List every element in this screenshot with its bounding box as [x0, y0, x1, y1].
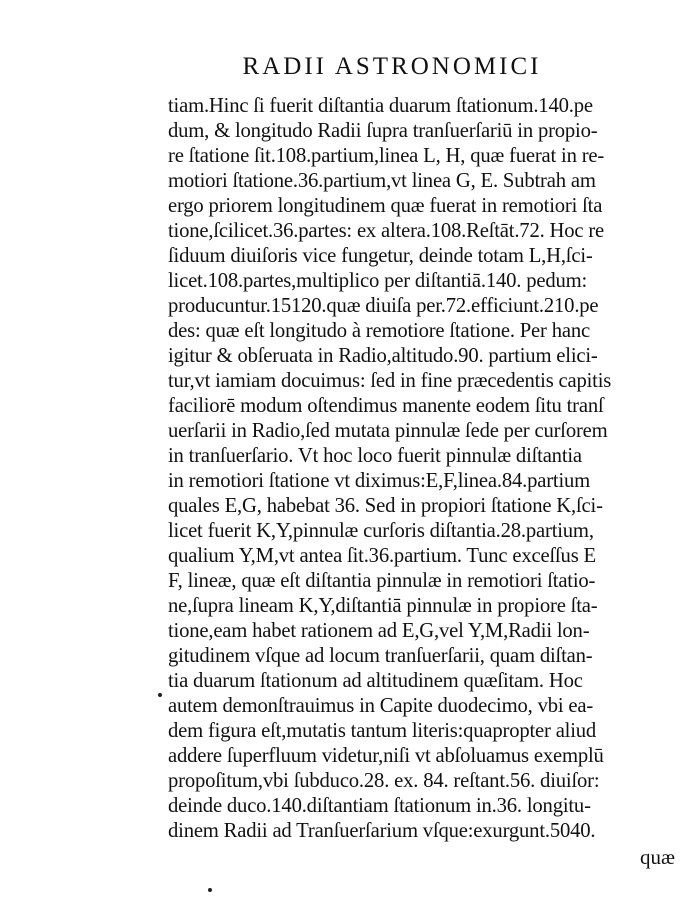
- text-line: motiori ſtatione.36.partium,vt linea G, E. Subtrah am: [168, 168, 596, 192]
- text-line: dem figura eſt,mutatis tantum literis:quapropter aliud: [168, 718, 597, 742]
- text-line: tiam.Hinc ſi fuerit diſtantia duarum ſtationum.140.pe: [168, 93, 593, 117]
- text-line: ergo priorem longitudinem quæ fuerat in remotiori ſta: [168, 193, 603, 217]
- text-line: qualium Y,M,vt antea ſit.36.partium. Tunc exceſſus E: [168, 543, 596, 567]
- text-line: licet.108.partes,multiplico per diſtantiā.140. pedum:: [168, 268, 588, 292]
- text-line: igitur & obſeruata in Radio,altitudo.90. partium elici-: [168, 343, 598, 367]
- text-line: dum, & longitudo Radii ſupra tranſuerſariū in propio-: [168, 118, 598, 142]
- text-line: re ſtatione ſit.108.partium,linea L, H, quæ fuerat in re-: [168, 143, 605, 167]
- ink-speck: [208, 888, 212, 892]
- text-line: quales E,G, habebat 36. Sed in propiori ſtatione K,ſci-: [168, 493, 603, 517]
- text-line: in remotiori ſtatione vt diximus:E,F,linea.84.partium: [168, 468, 591, 492]
- text-line: des: quæ eſt longitudo à remotiore ſtatione. Per hanc: [168, 318, 590, 342]
- text-line: in tranſuerſario. Vt hoc loco fuerit pinnulæ diſtantia: [168, 443, 582, 467]
- text-line: producuntur.15120.quæ diuiſa per.72.efficiunt.210.pe: [168, 293, 599, 317]
- text-line: tione,eam habet rationem ad E,G,vel Y,M,Radii lon-: [168, 618, 590, 642]
- text-line: propoſitum,vbi ſubduco.28. ex. 84. reſtant.56. diuiſor:: [168, 768, 600, 792]
- text-line: faciliorē modum oſtendimus manente eodem ſitu tranſ: [168, 393, 604, 417]
- text-line: F, lineæ, quæ eſt diſtantia pinnulæ in remotiori ſtatio-: [168, 568, 596, 592]
- text-line: ne,ſupra lineam K,Y,diſtantiā pinnulæ in propiore ſta-: [168, 593, 598, 617]
- text-line: tur,vt iamiam docuimus: ſed in fine præcedentis capitis: [168, 368, 612, 392]
- text-line: autem demonſtrauimus in Capite duodecimo, vbi ea-: [168, 693, 594, 717]
- body-text: [168, 93, 688, 843]
- text-line: uerſarii in Radio,ſed mutata pinnulæ ſede per curſorem: [168, 418, 608, 442]
- text-line: tione,ſcilicet.36.partes: ex altera.108.Reſtāt.72. Hoc re: [168, 218, 605, 242]
- text-line: gitudinem vſque ad locum tranſuerſarii, quam diſtan-: [168, 643, 593, 667]
- text-line: licet fuerit K,Y,pinnulæ curſoris diſtantia.28.partium,: [168, 518, 594, 542]
- running-head: RADII ASTRONOMICI: [242, 53, 542, 80]
- ink-speck: [158, 693, 162, 697]
- text-line: addere ſuperfluum videtur,niſi vt abſoluamus exemplū: [168, 743, 604, 767]
- text-line: tia duarum ſtationum ad altitudinem quæſitam. Hoc: [168, 668, 583, 692]
- text-line: dinem Radii ad Tranſuerſarium vſque:exurgunt.5040.: [168, 818, 596, 842]
- catchword: quæ: [639, 845, 675, 869]
- text-line: deinde duco.140.diſtantiam ſtationum in.36. longitu-: [168, 793, 591, 817]
- text-line: ſiduum diuiſoris vice fungetur, deinde totam L,H,ſci-: [168, 243, 593, 267]
